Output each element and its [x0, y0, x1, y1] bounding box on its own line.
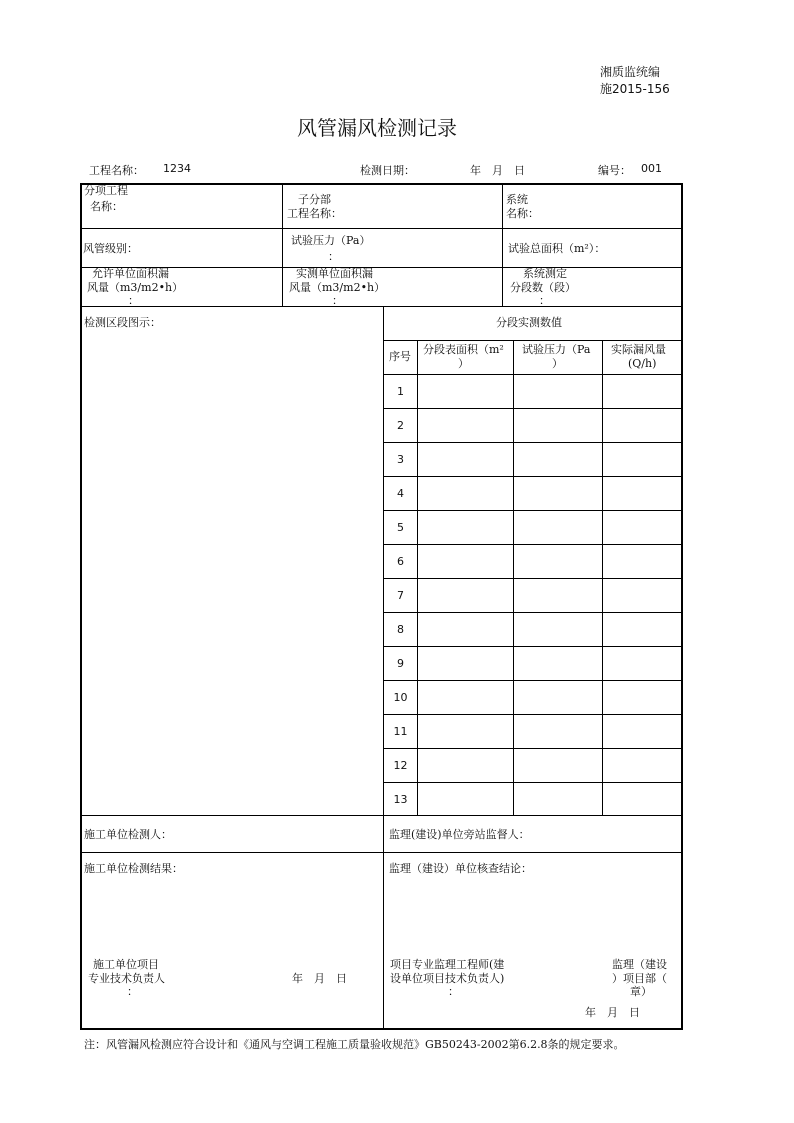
rule: [282, 184, 283, 306]
allow-leak-label-3: ：: [128, 294, 139, 307]
test-pressure-label-1: 试验压力（Pa）: [291, 234, 371, 247]
border-top: [80, 183, 683, 185]
rule: [384, 442, 682, 443]
contractor-sign-1: 施工单位项目: [93, 958, 159, 971]
number-label: 编号：: [598, 164, 631, 177]
row-number: 10: [393, 691, 408, 704]
border-right: [681, 183, 683, 1030]
test-pressure-label-2: ：: [328, 250, 339, 263]
rule: [502, 184, 503, 306]
rule: [81, 267, 682, 268]
supervisor-label: 监理(建设)单位旁站监督人：: [389, 828, 530, 841]
supervisor-sign-1: 项目专业监理工程师(建: [390, 958, 505, 971]
row-number: 6: [397, 555, 404, 568]
sub-part-label-2: 工程名称：: [287, 207, 342, 220]
total-area-label: 试验总面积（m²）：: [508, 242, 606, 255]
supervision-conclusion-label: 监理（建设）单位核查结论：: [389, 862, 532, 875]
test-date-label: 检测日期：: [360, 164, 415, 177]
rule: [384, 782, 682, 783]
rule: [384, 408, 682, 409]
supervisor-sign-2: 设单位项目技术负责人): [390, 972, 505, 985]
sub-part-label-1: 子分部: [298, 193, 331, 206]
row-number: 11: [393, 725, 408, 738]
rule: [81, 852, 682, 853]
row-number: 1: [397, 385, 404, 398]
measured-leak-label-2: 风量（m3/m2•h）: [289, 281, 386, 294]
col-area-header-2: ）: [458, 357, 469, 370]
rule: [384, 340, 682, 341]
border-bottom: [80, 1028, 683, 1030]
contractor-sign-3: ：: [127, 985, 138, 998]
rule: [384, 578, 682, 579]
org-code-line1: 湘质监统编: [600, 65, 661, 79]
row-number: 9: [397, 657, 404, 670]
rule: [81, 306, 682, 307]
rule: [81, 815, 682, 816]
org-code-line2: 施2015-156: [600, 82, 670, 96]
page-title: 风管漏风检测记录: [297, 116, 457, 140]
test-date-value: 年 月 日: [470, 164, 525, 177]
rule: [384, 646, 682, 647]
project-name-value: 1234: [163, 162, 191, 175]
col-no-header: 序号: [389, 350, 411, 363]
project-name-label: 工程名称：: [89, 164, 144, 177]
supervisor-dept-3: 章）: [630, 985, 652, 998]
supervisor-sign-3: ：: [448, 985, 459, 998]
measured-leak-label-3: ：: [332, 294, 343, 307]
col-pressure-header-2: ）: [552, 357, 563, 370]
rule: [384, 714, 682, 715]
row-number: 13: [393, 793, 408, 806]
row-number: 3: [397, 453, 404, 466]
rule: [384, 476, 682, 477]
diagram-label: 检测区段图示：: [84, 316, 161, 329]
contractor-result-label: 施工单位检测结果：: [84, 862, 183, 875]
col-leak-header-2: (Q/h): [628, 357, 657, 370]
contractor-sign-2: 专业技术负责人: [88, 972, 165, 985]
rule: [384, 510, 682, 511]
contractor-date: 年 月 日: [292, 972, 347, 985]
number-value: 001: [641, 162, 662, 175]
row-number: 4: [397, 487, 404, 500]
row-number: 12: [393, 759, 408, 772]
rule: [384, 544, 682, 545]
allow-leak-label-1: 允许单位面积漏: [92, 267, 169, 280]
col-leak-header-1: 实际漏风量: [611, 343, 666, 356]
supervisor-date: 年 月 日: [585, 1006, 640, 1019]
sub-item-label-1: 分项工程: [84, 184, 128, 197]
border-left: [80, 183, 82, 1030]
row-number: 7: [397, 589, 404, 602]
inspector-label: 施工单位检测人：: [84, 828, 172, 841]
system-label-1: 系统: [506, 193, 528, 206]
rule: [384, 748, 682, 749]
allow-leak-label-2: 风量（m3/m2•h）: [87, 281, 184, 294]
rule: [384, 680, 682, 681]
col-pressure-header-1: 试验压力（Pa: [522, 343, 591, 356]
segments-label-2: 分段数（段）: [510, 281, 576, 294]
segment-table-title: 分段实测数值: [496, 316, 562, 329]
measured-leak-label-1: 实测单位面积漏: [296, 267, 373, 280]
sub-item-label-2: 名称：: [90, 200, 123, 213]
supervisor-dept-1: 监理（建设: [612, 958, 667, 971]
rule: [81, 228, 682, 229]
footer-note: 注：风管漏风检测应符合设计和《通风与空调工程施工质量验收规范》GB50243-2002第6.2.8条的规定要求。: [84, 1038, 625, 1051]
duct-grade-label: 风管级别：: [83, 242, 138, 255]
segments-label-1: 系统测定: [523, 267, 567, 280]
segments-label-3: ：: [539, 294, 550, 307]
row-number: 8: [397, 623, 404, 636]
row-number: 5: [397, 521, 404, 534]
row-number: 2: [397, 419, 404, 432]
col-area-header-1: 分段表面积（m²: [423, 343, 504, 356]
rule: [384, 374, 682, 375]
system-label-2: 名称：: [506, 207, 539, 220]
supervisor-dept-2: ）项目部（: [612, 972, 667, 985]
rule: [384, 612, 682, 613]
